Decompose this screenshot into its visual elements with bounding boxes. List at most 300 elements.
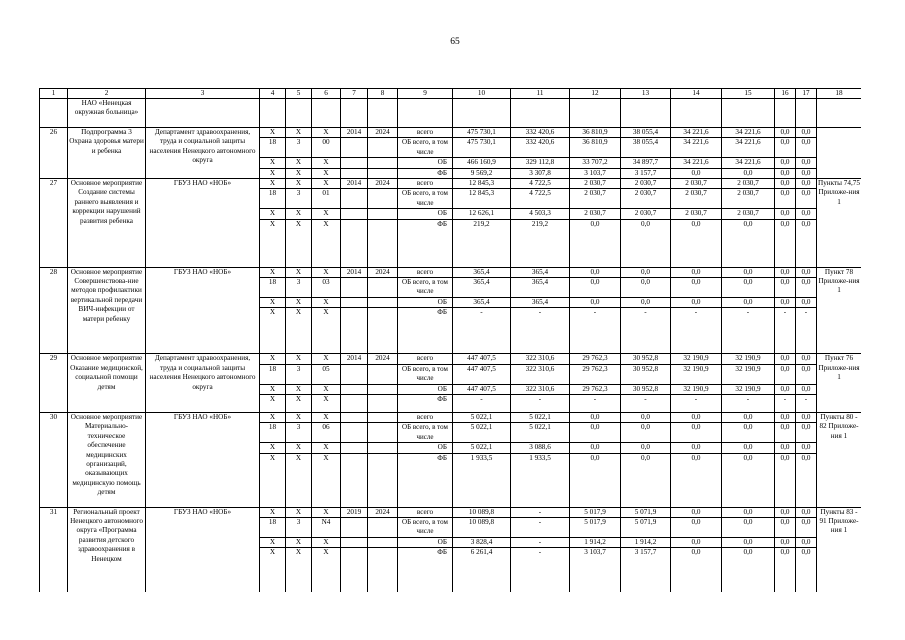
value-cell: 0,0 — [570, 412, 621, 422]
code-cell: X — [260, 158, 286, 168]
empty-cell — [368, 423, 398, 443]
code-cell: X — [312, 128, 341, 138]
value-cell: 34 221,6 — [671, 138, 722, 158]
column-number-cell: 7 — [341, 89, 368, 99]
row-number-cell: 29 — [40, 354, 68, 413]
value-cell: 2 030,7 — [570, 189, 621, 209]
value-cell: 322 310,6 — [511, 384, 570, 394]
value-cell: 0,0 — [775, 412, 796, 422]
end-year-cell: 2024 — [368, 128, 398, 138]
value-cell: 0,0 — [722, 443, 775, 453]
empty-cell — [368, 394, 398, 412]
value-cell: 0,0 — [722, 412, 775, 422]
funding-source-cell: ОБ всего, в том числе — [398, 138, 453, 158]
value-cell: 5 022,1 — [511, 412, 570, 422]
value-cell: 0,0 — [671, 423, 722, 443]
measure-name-cell: Региональный проект Ненецкого автономного округа «Программа развития детского здравоохранения в Ненецком — [68, 507, 146, 592]
code-cell: 18 — [260, 189, 286, 209]
empty-cell — [570, 99, 621, 128]
code-cell: X — [260, 412, 286, 422]
value-cell: 0,0 — [570, 453, 621, 507]
code-cell: 3 — [286, 517, 312, 537]
code-cell: X — [312, 394, 341, 412]
funding-source-cell: ОБ — [398, 297, 453, 307]
empty-cell — [286, 99, 312, 128]
funding-source-cell: всего — [398, 412, 453, 422]
code-cell: 00 — [312, 138, 341, 158]
code-cell: X — [286, 443, 312, 453]
value-cell: 0,0 — [570, 443, 621, 453]
start-year-cell: 2014 — [341, 179, 368, 189]
empty-cell — [398, 99, 453, 128]
empty-cell — [511, 99, 570, 128]
value-cell: 38 055,4 — [621, 128, 671, 138]
value-cell: 219,2 — [511, 219, 570, 267]
note-cell: Пункты 83 - 91 Приложе-ния 1 — [817, 507, 862, 592]
value-cell: 2 030,7 — [722, 209, 775, 219]
value-cell: 0,0 — [621, 423, 671, 443]
funding-source-cell: ФБ — [398, 308, 453, 354]
funding-source-cell: ФБ — [398, 548, 453, 592]
code-cell: X — [286, 209, 312, 219]
value-cell: 2 030,7 — [570, 209, 621, 219]
code-cell: X — [312, 308, 341, 354]
code-cell: X — [286, 179, 312, 189]
value-cell: 365,4 — [453, 297, 511, 307]
value-cell: 0,0 — [796, 219, 817, 267]
funding-source-cell: ФБ — [398, 219, 453, 267]
code-cell: X — [312, 537, 341, 547]
value-cell: 32 190,9 — [671, 364, 722, 384]
empty-cell — [260, 99, 286, 128]
value-cell: 3 307,8 — [511, 168, 570, 178]
end-year-cell: 2024 — [368, 267, 398, 277]
empty-cell — [341, 443, 368, 453]
funding-source-cell: ОБ — [398, 158, 453, 168]
funding-source-cell: всего — [398, 354, 453, 364]
value-cell: 34 221,6 — [722, 158, 775, 168]
empty-cell — [341, 278, 368, 298]
empty-cell — [817, 99, 862, 128]
note-cell: Пункты 74,75 Приложе-ния 1 — [817, 179, 862, 268]
value-cell: 0,0 — [796, 507, 817, 517]
code-cell: 18 — [260, 278, 286, 298]
code-cell: X — [260, 354, 286, 364]
note-cell: Пункты 80 - 82 Приложе-ния 1 — [817, 412, 862, 507]
value-cell: 0,0 — [671, 412, 722, 422]
empty-cell — [341, 517, 368, 537]
continuation-row — [40, 99, 862, 128]
value-cell: 0,0 — [796, 168, 817, 178]
value-cell: 0,0 — [775, 189, 796, 209]
code-cell: X — [260, 384, 286, 394]
value-cell: 0,0 — [570, 297, 621, 307]
value-cell: 475 730,1 — [453, 128, 511, 138]
column-number-row — [40, 89, 862, 99]
start-year-cell: 2014 — [341, 354, 368, 364]
code-cell: X — [312, 168, 341, 178]
value-cell: 6 261,4 — [453, 548, 511, 592]
empty-cell — [453, 99, 511, 128]
empty-cell — [368, 297, 398, 307]
code-cell: 3 — [286, 138, 312, 158]
funding-source-cell: ОБ — [398, 443, 453, 453]
value-cell: 0,0 — [796, 453, 817, 507]
value-cell: 32 190,9 — [671, 354, 722, 364]
value-cell: 0,0 — [775, 138, 796, 158]
column-number-cell: 8 — [368, 89, 398, 99]
value-cell: 0,0 — [775, 297, 796, 307]
column-number-cell: 18 — [817, 89, 862, 99]
value-cell: 10 089,8 — [453, 507, 511, 517]
value-cell: - — [511, 308, 570, 354]
code-cell: 05 — [312, 364, 341, 384]
value-cell: 0,0 — [775, 384, 796, 394]
value-cell: 0,0 — [722, 423, 775, 443]
value-cell: 5 022,1 — [511, 423, 570, 443]
empty-cell — [368, 168, 398, 178]
value-cell: 5 071,9 — [621, 507, 671, 517]
row-number-cell: 31 — [40, 507, 68, 592]
value-cell: 0,0 — [796, 384, 817, 394]
value-cell: 0,0 — [796, 179, 817, 189]
value-cell: 365,4 — [453, 267, 511, 277]
code-cell: X — [286, 219, 312, 267]
value-cell: - — [671, 394, 722, 412]
value-cell: 9 569,2 — [453, 168, 511, 178]
empty-cell — [341, 138, 368, 158]
empty-cell — [341, 209, 368, 219]
code-cell: X — [312, 267, 341, 277]
measure-name-cell: Основное мероприятие Создание системы раннего выявления и коррекции нарушений развития ребенка — [68, 179, 146, 268]
measure-name-cell: Подпрограмма 3 Охрана здоровья матери и ребенка — [68, 128, 146, 179]
funding-source-cell: ФБ — [398, 394, 453, 412]
code-cell: X — [260, 209, 286, 219]
value-cell: 219,2 — [453, 219, 511, 267]
value-cell: 0,0 — [775, 364, 796, 384]
empty-cell — [368, 443, 398, 453]
column-number-cell: 9 — [398, 89, 453, 99]
value-cell: - — [511, 394, 570, 412]
value-cell: 0,0 — [671, 548, 722, 592]
value-cell: 0,0 — [722, 219, 775, 267]
start-year-cell: 2014 — [341, 128, 368, 138]
row-number-cell: 27 — [40, 179, 68, 268]
value-cell: - — [511, 537, 570, 547]
empty-cell — [368, 537, 398, 547]
value-cell: 0,0 — [796, 158, 817, 168]
program-funding-table — [39, 88, 861, 592]
empty-cell — [368, 158, 398, 168]
empty-cell — [341, 364, 368, 384]
executor-cell: ГБУЗ НАО «НОБ» — [146, 507, 260, 592]
value-cell: 0,0 — [796, 267, 817, 277]
value-cell: 2 030,7 — [722, 189, 775, 209]
code-cell: N4 — [312, 517, 341, 537]
value-cell: 0,0 — [671, 168, 722, 178]
value-cell: 0,0 — [621, 453, 671, 507]
value-cell: 0,0 — [796, 128, 817, 138]
value-cell: 12 626,1 — [453, 209, 511, 219]
value-cell: 0,0 — [621, 443, 671, 453]
executor-cell: Департамент здравоохранения, труда и социальной защиты населения Ненецкого автономного округа — [146, 128, 260, 179]
value-cell: 365,4 — [511, 278, 570, 298]
empty-cell — [341, 453, 368, 507]
note-cell: Пункт 76 Приложе-ния 1 — [817, 354, 862, 413]
value-cell: 332 420,6 — [511, 128, 570, 138]
value-cell: 36 810,9 — [570, 138, 621, 158]
note-cell: Пункт 78 Приложе-ния 1 — [817, 267, 862, 354]
value-cell: - — [511, 517, 570, 537]
column-number-cell: 11 — [511, 89, 570, 99]
code-cell: 3 — [286, 423, 312, 443]
value-cell: 0,0 — [796, 548, 817, 592]
value-cell: 38 055,4 — [621, 138, 671, 158]
value-cell: 0,0 — [796, 209, 817, 219]
empty-cell — [341, 189, 368, 209]
value-cell: 1 933,5 — [511, 453, 570, 507]
funding-source-cell: всего — [398, 267, 453, 277]
value-cell: 2 030,7 — [722, 179, 775, 189]
value-cell: 322 310,6 — [511, 364, 570, 384]
value-cell: 0,0 — [775, 548, 796, 592]
value-cell: 0,0 — [775, 219, 796, 267]
code-cell: 3 — [286, 189, 312, 209]
code-cell: X — [312, 179, 341, 189]
value-cell: 3 157,7 — [621, 548, 671, 592]
value-cell: 0,0 — [796, 364, 817, 384]
value-cell: 4 503,3 — [511, 209, 570, 219]
value-cell: 0,0 — [671, 443, 722, 453]
empty-cell — [341, 423, 368, 443]
value-cell: 322 310,6 — [511, 354, 570, 364]
value-cell: 0,0 — [796, 138, 817, 158]
end-year-cell: 2024 — [368, 354, 398, 364]
code-cell: X — [260, 443, 286, 453]
value-cell: 2 030,7 — [621, 189, 671, 209]
column-number-cell: 15 — [722, 89, 775, 99]
code-cell: X — [286, 507, 312, 517]
value-cell: 29 762,3 — [570, 364, 621, 384]
value-cell: 0,0 — [722, 168, 775, 178]
empty-cell — [341, 394, 368, 412]
code-cell: X — [260, 537, 286, 547]
row-number-cell: 30 — [40, 412, 68, 507]
code-cell: 01 — [312, 189, 341, 209]
code-cell: X — [260, 507, 286, 517]
end-year-cell — [368, 412, 398, 422]
empty-cell — [368, 278, 398, 298]
empty-cell — [796, 99, 817, 128]
code-cell: 18 — [260, 138, 286, 158]
value-cell: 0,0 — [775, 517, 796, 537]
empty-cell — [368, 364, 398, 384]
value-cell: 0,0 — [671, 297, 722, 307]
value-cell: 4 722,5 — [511, 179, 570, 189]
code-cell: 3 — [286, 364, 312, 384]
value-cell: 0,0 — [671, 537, 722, 547]
empty-cell — [368, 517, 398, 537]
code-cell: X — [286, 128, 312, 138]
value-cell: 12 845,3 — [453, 189, 511, 209]
value-cell: 447 407,5 — [453, 384, 511, 394]
value-cell: 5 017,9 — [570, 507, 621, 517]
value-cell: - — [775, 308, 796, 354]
code-cell: X — [312, 507, 341, 517]
value-cell: - — [511, 507, 570, 517]
value-cell: 0,0 — [671, 507, 722, 517]
value-cell: 32 190,9 — [722, 364, 775, 384]
code-cell: 3 — [286, 278, 312, 298]
value-cell: - — [621, 394, 671, 412]
funding-source-cell: всего — [398, 507, 453, 517]
code-cell: X — [260, 394, 286, 412]
funding-source-cell: всего — [398, 179, 453, 189]
value-cell: 0,0 — [621, 412, 671, 422]
value-cell: 0,0 — [775, 354, 796, 364]
column-number-cell: 4 — [260, 89, 286, 99]
value-cell: 0,0 — [775, 209, 796, 219]
value-cell: 0,0 — [796, 423, 817, 443]
value-cell: 0,0 — [570, 219, 621, 267]
empty-cell — [341, 219, 368, 267]
value-cell: 0,0 — [671, 278, 722, 298]
code-cell: X — [312, 412, 341, 422]
code-cell: X — [260, 453, 286, 507]
value-cell: 0,0 — [796, 297, 817, 307]
empty-cell — [341, 99, 368, 128]
funding-source-cell: ОБ всего, в том числе — [398, 423, 453, 443]
column-number-cell: 5 — [286, 89, 312, 99]
value-cell: 0,0 — [671, 453, 722, 507]
value-cell: 332 420,6 — [511, 138, 570, 158]
value-cell: 0,0 — [722, 278, 775, 298]
value-cell: 2 030,7 — [621, 209, 671, 219]
funding-source-cell: ОБ — [398, 384, 453, 394]
column-number-cell: 6 — [312, 89, 341, 99]
start-year-cell: 2019 — [341, 507, 368, 517]
code-cell: X — [260, 308, 286, 354]
value-cell: 32 190,9 — [722, 354, 775, 364]
empty-cell — [368, 308, 398, 354]
table-row — [40, 507, 862, 517]
value-cell: 0,0 — [671, 219, 722, 267]
column-number-cell: 10 — [453, 89, 511, 99]
value-cell: - — [671, 308, 722, 354]
empty-cell — [722, 99, 775, 128]
funding-source-cell: ОБ всего, в том числе — [398, 189, 453, 209]
value-cell: 0,0 — [796, 537, 817, 547]
value-cell: 0,0 — [775, 158, 796, 168]
empty-cell — [146, 99, 260, 128]
value-cell: 3 103,7 — [570, 168, 621, 178]
value-cell: - — [511, 548, 570, 592]
measure-name-cell: Основное мероприятие Совершенствова-ние методов профилактики вертикальной передачи ВИЧ-инфекции от матери ребенку — [68, 267, 146, 354]
row-number-cell: 26 — [40, 128, 68, 179]
empty-cell — [368, 99, 398, 128]
code-cell: X — [286, 412, 312, 422]
value-cell: 0,0 — [796, 189, 817, 209]
code-cell: 03 — [312, 278, 341, 298]
code-cell: X — [286, 537, 312, 547]
value-cell: 36 810,9 — [570, 128, 621, 138]
empty-cell — [368, 189, 398, 209]
code-cell: X — [286, 548, 312, 592]
table-row — [40, 267, 862, 277]
executor-cell: Департамент здравоохранения, труда и социальной защиты населения Ненецкого автономного округа — [146, 354, 260, 413]
value-cell: 33 707,2 — [570, 158, 621, 168]
value-cell: - — [453, 308, 511, 354]
value-cell: 365,4 — [511, 267, 570, 277]
value-cell: 0,0 — [722, 267, 775, 277]
code-cell: 18 — [260, 423, 286, 443]
value-cell: 4 722,5 — [511, 189, 570, 209]
value-cell: 0,0 — [722, 517, 775, 537]
code-cell: X — [312, 219, 341, 267]
value-cell: 0,0 — [775, 168, 796, 178]
value-cell: 0,0 — [775, 179, 796, 189]
value-cell: 0,0 — [671, 517, 722, 537]
code-cell: X — [312, 354, 341, 364]
value-cell: 0,0 — [621, 297, 671, 307]
code-cell: X — [260, 128, 286, 138]
value-cell: 3 157,7 — [621, 168, 671, 178]
value-cell: 32 190,9 — [722, 384, 775, 394]
empty-cell — [368, 138, 398, 158]
value-cell: - — [722, 394, 775, 412]
value-cell: 0,0 — [775, 537, 796, 547]
code-cell: X — [260, 168, 286, 178]
code-cell: X — [286, 453, 312, 507]
table-row — [40, 412, 862, 422]
end-year-cell: 2024 — [368, 507, 398, 517]
code-cell: X — [286, 394, 312, 412]
empty-cell — [341, 297, 368, 307]
value-cell: 2 030,7 — [570, 179, 621, 189]
column-number-cell: 13 — [621, 89, 671, 99]
value-cell: 34 897,7 — [621, 158, 671, 168]
value-cell: 2 030,7 — [671, 189, 722, 209]
value-cell: 30 952,8 — [621, 384, 671, 394]
value-cell: 329 112,8 — [511, 158, 570, 168]
value-cell: 32 190,9 — [671, 384, 722, 394]
column-number-cell: 1 — [40, 89, 68, 99]
executor-cell: ГБУЗ НАО «НОБ» — [146, 412, 260, 507]
code-cell: X — [260, 179, 286, 189]
page-number: 65 — [450, 37, 460, 47]
value-cell: 1 933,5 — [453, 453, 511, 507]
value-cell: 34 221,6 — [722, 138, 775, 158]
program-table-container — [39, 88, 861, 592]
note-cell — [817, 128, 862, 179]
end-year-cell: 2024 — [368, 179, 398, 189]
value-cell: 5 017,9 — [570, 517, 621, 537]
value-cell: 0,0 — [722, 537, 775, 547]
value-cell: - — [796, 308, 817, 354]
value-cell: 34 221,6 — [671, 128, 722, 138]
funding-source-cell: ОБ всего, в том числе — [398, 517, 453, 537]
value-cell: 0,0 — [775, 443, 796, 453]
value-cell: 365,4 — [453, 278, 511, 298]
empty-cell — [368, 548, 398, 592]
value-cell: 0,0 — [796, 412, 817, 422]
code-cell: X — [312, 548, 341, 592]
code-cell: X — [286, 384, 312, 394]
value-cell: 447 407,5 — [453, 354, 511, 364]
continuation-name-cell: НАО «Ненецкая окружная больница» — [68, 99, 146, 128]
row-number-cell: 28 — [40, 267, 68, 354]
value-cell: 0,0 — [722, 297, 775, 307]
